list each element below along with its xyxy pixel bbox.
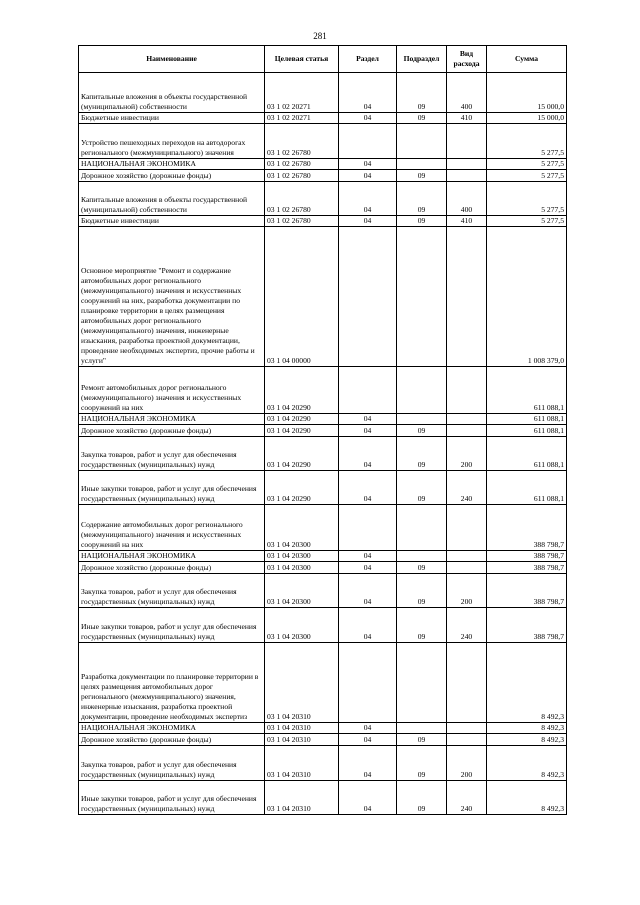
cell-section: 04 [339,471,397,505]
cell-section: 04 [339,608,397,643]
cell-expense-type [447,643,487,723]
cell-name: Бюджетные инвестиции [79,216,265,227]
cell-amount: 8 492,3 [487,746,567,781]
cell-target: 03 1 04 20300 [265,574,339,608]
cell-name: Закупка товаров, работ и услуг для обеспечения государственных (муниципальных) нужд [79,746,265,781]
cell-name: НАЦИОНАЛЬНАЯ ЭКОНОМИКА [79,414,265,425]
table-row [79,159,567,170]
cell-expense-type [447,505,487,551]
cell-name: Иные закупки товаров, работ и услуг для обеспечения государственных (муниципальных) нужд [79,608,265,643]
table-header-row [79,46,567,73]
cell-name: Разработка документации по планировке территории в целях размещения автомобильных дорог регионального (межмуниципального) значения, инженерные изыскания, разработка проектной документации, проведение необходимых экспертиз [79,643,265,723]
cell-expense-type [447,562,487,574]
cell-expense-type [447,723,487,734]
cell-subsection: 09 [397,170,447,182]
cell-amount: 611 088,1 [487,437,567,471]
cell-subsection: 09 [397,216,447,227]
table-row [79,216,567,227]
cell-target: 03 1 04 20300 [265,562,339,574]
table-row [79,73,567,113]
cell-amount: 15 000,0 [487,73,567,113]
cell-target: 03 1 04 20290 [265,414,339,425]
table-row [79,781,567,815]
cell-amount: 388 798,7 [487,562,567,574]
table-row [79,113,567,124]
cell-subsection: 09 [397,562,447,574]
cell-expense-type: 240 [447,608,487,643]
cell-amount: 611 088,1 [487,367,567,414]
cell-name: Ремонт автомобильных дорог регионального (межмуниципального) значения и искусственных сооружений на них [79,367,265,414]
cell-expense-type: 400 [447,73,487,113]
cell-subsection: 09 [397,471,447,505]
cell-target: 03 1 04 20290 [265,437,339,471]
table-row [79,182,567,216]
cell-amount: 611 088,1 [487,425,567,437]
cell-expense-type [447,367,487,414]
cell-section: 04 [339,746,397,781]
cell-subsection [397,551,447,562]
cell-name: Бюджетные инвестиции [79,113,265,124]
cell-section: 04 [339,562,397,574]
cell-section: 04 [339,73,397,113]
table-row [79,367,567,414]
table-row [79,551,567,562]
cell-target: 03 1 04 20300 [265,551,339,562]
cell-name: Устройство пешеходных переходов на автодорогах регионального (межмуниципального) значения [79,124,265,159]
cell-section: 04 [339,723,397,734]
table-row [79,437,567,471]
cell-name: Закупка товаров, работ и услуг для обеспечения государственных (муниципальных) нужд [79,574,265,608]
cell-expense-type [447,170,487,182]
cell-amount: 388 798,7 [487,574,567,608]
cell-subsection: 09 [397,73,447,113]
cell-name: Дорожное хозяйство (дорожные фонды) [79,562,265,574]
cell-section: 04 [339,170,397,182]
cell-expense-type: 240 [447,781,487,815]
cell-subsection: 09 [397,113,447,124]
header-name: Наименование [79,46,265,73]
table-row [79,425,567,437]
table-row [79,170,567,182]
cell-target: 03 1 04 20310 [265,746,339,781]
cell-expense-type [447,425,487,437]
header-subsection: Подраздел [397,46,447,73]
cell-expense-type: 410 [447,113,487,124]
cell-target: 03 1 02 26780 [265,216,339,227]
cell-target: 03 1 02 26780 [265,170,339,182]
cell-section [339,367,397,414]
cell-amount: 8 492,3 [487,723,567,734]
table-row [79,227,567,367]
cell-amount: 5 277,5 [487,170,567,182]
cell-expense-type [447,124,487,159]
cell-amount: 611 088,1 [487,414,567,425]
cell-name: Содержание автомобильных дорог регионального (межмуниципального) значения и искусственных сооружений на них [79,505,265,551]
table-row [79,124,567,159]
cell-expense-type [447,734,487,746]
cell-target: 03 1 04 20290 [265,471,339,505]
table-row [79,562,567,574]
cell-subsection [397,723,447,734]
table-row [79,746,567,781]
cell-target: 03 1 04 20310 [265,734,339,746]
table-row [79,608,567,643]
cell-section: 04 [339,425,397,437]
cell-amount: 388 798,7 [487,505,567,551]
cell-section [339,505,397,551]
cell-section: 04 [339,574,397,608]
cell-name: Дорожное хозяйство (дорожные фонды) [79,170,265,182]
table-row [79,723,567,734]
cell-target: 03 1 02 26780 [265,182,339,216]
header-expense-type: Вид расхода [447,46,487,73]
cell-amount: 8 492,3 [487,781,567,815]
cell-amount: 15 000,0 [487,113,567,124]
cell-subsection: 09 [397,608,447,643]
cell-subsection: 09 [397,425,447,437]
cell-section: 04 [339,734,397,746]
cell-target: 03 1 04 20290 [265,367,339,414]
cell-target: 03 1 04 20300 [265,608,339,643]
cell-target: 03 1 02 20271 [265,113,339,124]
cell-target: 03 1 04 20300 [265,505,339,551]
cell-name: Иные закупки товаров, работ и услуг для обеспечения государственных (муниципальных) нужд [79,471,265,505]
cell-expense-type [447,159,487,170]
cell-name: Капитальные вложения в объекты государственной (муниципальной) собственности [79,73,265,113]
cell-section: 04 [339,551,397,562]
budget-table [78,45,567,815]
table-row [79,505,567,551]
cell-expense-type: 400 [447,182,487,216]
cell-amount: 388 798,7 [487,608,567,643]
cell-section: 04 [339,437,397,471]
cell-subsection: 09 [397,781,447,815]
cell-section: 04 [339,182,397,216]
cell-target: 03 1 02 20271 [265,73,339,113]
header-target: Целевая статья [265,46,339,73]
cell-subsection [397,124,447,159]
cell-expense-type [447,551,487,562]
cell-name: НАЦИОНАЛЬНАЯ ЭКОНОМИКА [79,723,265,734]
cell-section: 04 [339,159,397,170]
cell-expense-type: 410 [447,216,487,227]
cell-amount: 5 277,5 [487,216,567,227]
cell-subsection: 09 [397,746,447,781]
cell-section [339,227,397,367]
cell-name: Иные закупки товаров, работ и услуг для обеспечения государственных (муниципальных) нужд [79,781,265,815]
table-row [79,643,567,723]
header-amount: Сумма [487,46,567,73]
cell-section: 04 [339,113,397,124]
cell-subsection [397,227,447,367]
cell-expense-type: 200 [447,574,487,608]
cell-name: Основное мероприятие "Ремонт и содержание автомобильных дорог регионального (межмуниципального) значения и искусственных сооружений на них, разработка документации по планировке территории в целях размещения автомобильных дорог регионального (межмуниципального) значения, инженерные изыскания, разработка проектной документации, проведение необходимых экспертиз, прочие работы и услуги" [79,227,265,367]
cell-section: 04 [339,414,397,425]
cell-target: 03 1 04 20310 [265,781,339,815]
cell-name: Капитальные вложения в объекты государственной (муниципальной) собственности [79,182,265,216]
cell-name: Закупка товаров, работ и услуг для обеспечения государственных (муниципальных) нужд [79,437,265,471]
cell-subsection: 09 [397,182,447,216]
cell-target: 03 1 04 00000 [265,227,339,367]
cell-section [339,124,397,159]
cell-subsection [397,643,447,723]
cell-amount: 1 008 379,0 [487,227,567,367]
cell-subsection: 09 [397,574,447,608]
cell-subsection [397,367,447,414]
cell-amount: 611 088,1 [487,471,567,505]
table-row [79,574,567,608]
cell-expense-type [447,414,487,425]
cell-expense-type: 240 [447,471,487,505]
page-number: 281 [313,31,327,41]
cell-target: 03 1 02 26780 [265,159,339,170]
cell-name: НАЦИОНАЛЬНАЯ ЭКОНОМИКА [79,551,265,562]
cell-subsection [397,159,447,170]
cell-target: 03 1 02 26780 [265,124,339,159]
cell-subsection [397,505,447,551]
cell-amount: 8 492,3 [487,734,567,746]
cell-subsection [397,414,447,425]
table-row [79,414,567,425]
cell-target: 03 1 04 20310 [265,643,339,723]
cell-target: 03 1 04 20290 [265,425,339,437]
cell-amount: 5 277,5 [487,182,567,216]
cell-amount: 388 798,7 [487,551,567,562]
cell-section: 04 [339,781,397,815]
cell-section [339,643,397,723]
cell-subsection: 09 [397,734,447,746]
cell-subsection: 09 [397,437,447,471]
table-row [79,471,567,505]
cell-name: НАЦИОНАЛЬНАЯ ЭКОНОМИКА [79,159,265,170]
cell-section: 04 [339,216,397,227]
cell-target: 03 1 04 20310 [265,723,339,734]
cell-amount: 5 277,5 [487,124,567,159]
cell-amount: 5 277,5 [487,159,567,170]
cell-name: Дорожное хозяйство (дорожные фонды) [79,425,265,437]
cell-expense-type: 200 [447,746,487,781]
cell-expense-type [447,227,487,367]
cell-expense-type: 200 [447,437,487,471]
cell-name: Дорожное хозяйство (дорожные фонды) [79,734,265,746]
cell-amount: 8 492,3 [487,643,567,723]
table-row [79,734,567,746]
header-section: Раздел [339,46,397,73]
